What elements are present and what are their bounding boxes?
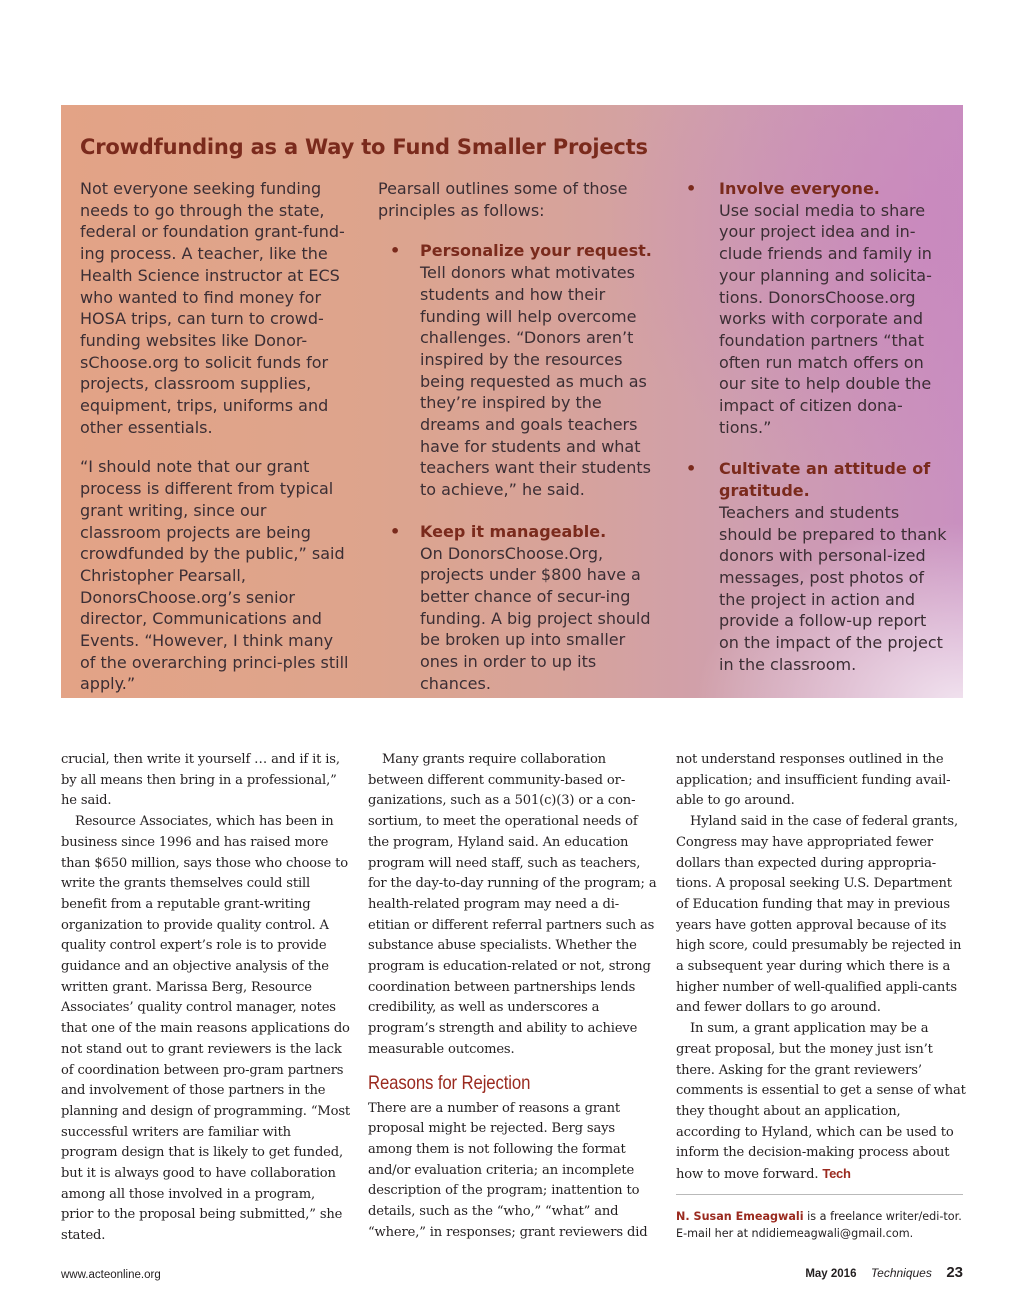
sidebar-intro: Pearsall outlines some of those principles as follows: [378,179,628,220]
end-mark-logo: Tech [822,1166,851,1182]
bullet-personalize [378,240,658,500]
author-bio [676,1208,966,1242]
sidebar-column-2 [378,178,658,694]
closing-paragraph-text: In sum, a grant application may be a great proposal, but the money just isn’t there. Asking for the grant reviewers’ comments is essential to get a sense of what they thought about an application, according to Hyland, which can be used to inform the decision-making process about how to move forward. [676,1021,966,1183]
bullet-gratitude [686,458,951,675]
bullet-heading: Cultivate an attitude of gratitude. [719,459,931,501]
sidebar-column-3 [686,178,951,675]
sidebar-paragraph: Not everyone seeking funding needs to go through the state, federal or foundation grant-fund-ing process. A teacher, like the Health Science instructor at ECS who wanted to find money for HOSA trips, can turn to crowd-funding websites like Donor-sChoose.org to solicit funds for projects, classroom supplies, equipment, trips, uniforms and other essentials. [80,179,345,437]
bullet-text: Use social media to share your project idea and in-clude friends and family in your planning and solicita-tions. DonorsChoose.org works with corporate and foundation partners “that often run match offers on our site to help double the impact of citizen dona-tions.” [719,200,932,437]
body-column-1 [61,750,351,1247]
bullet-heading: Keep it manageable. [420,521,607,541]
bullet-dot-icon: • [390,521,401,541]
body-paragraph: Resource Associates, which has been in business since 1996 and has raised more than $650 million, says those who choose to write the grants themselves could still benefit from a reputable grant-writing organization to provide quality control. A quality control expert’s role is to provide guidance and an objective analysis of the written grant. Marissa Berg, Resource Associates’ quality control manager, notes that one of the main reasons applications do not stand out to grant reviewers is the lack of coordination between pro-gram partners and involvement of those partners in the planning and design of programming. “Most successful writers are familiar with program design that is likely to get funded, but it is always good to have collaboration among all those involved in a program, prior to the proposal being submitted,” she stated. [61,814,351,1244]
subhead-reasons-for-rejection: Reasons for Rejection [368,1071,531,1094]
sidebar-title: Crowdfunding as a Way to Fund Smaller Projects [80,135,648,159]
footer-folio [805,1264,963,1282]
author-name: N. Susan Emeagwali [676,1210,804,1223]
body-paragraph: not understand responses outlined in the application; and insufficient funding avail-able to go around. [676,752,951,809]
bullet-manageable [378,521,658,695]
footer-url: www.acteonline.org [61,1269,161,1281]
bullet-text: Teachers and students should be prepared to thank donors with personal-ized messages, post photos of the project in action and provide a follow-up report on the impact of the project in the classroom. [719,502,947,674]
bullet-involve [686,178,951,438]
sidebar-column-1 [80,178,352,695]
sidebar-paragraph: “I should note that our grant process is different from typical grant writing, since our classroom projects are being crowdfunded by the public,” said Christopher Pearsall, DonorsChoose.org’s senior director, Communications and Events. “However, I think many of the overarching princi-ples still apply.” [80,457,349,694]
footer-magazine: Techniques [870,1266,932,1280]
bullet-dot-icon: • [390,241,401,261]
page-number: 23 [946,1264,963,1281]
body-paragraph: There are a number of reasons a grant proposal might be rejected. Berg says among them is not following the format and/or evaluation criteria; an incomplete description of the program; inattention to details, such as the “who,” “what” and “where,” in responses; grant reviewers did [368,1100,648,1240]
body-column-2 [368,750,658,1243]
bullet-text: Tell donors what motivates students and how their funding will help overcome challenges. “Donors aren’t inspired by the resources being requested as much as they’re inspired by the dreams and goals teachers have for students and what teachers want their students to achieve,” he said. [420,263,651,500]
body-paragraph [676,1019,966,1186]
bullet-heading: Involve everyone. [719,179,880,198]
bullet-heading: Personalize your request. [420,241,652,261]
bullet-dot-icon: • [686,179,697,198]
body-column-3 [676,750,966,1186]
body-paragraph: Many grants require collaboration between different community-based or-ganizations, such as a 501(c)(3) or a con-sortium, to meet the operational needs of the program, Hyland said. An education program will need staff, such as teachers, for the day-to-day running of the program; a health-related program may need a di-etitian or different referral partners such as substance abuse specialists. Whether the program is education-related or not, strong coordination between partnerships lends credibility, as well as underscores a program’s strength and ability to achieve measurable outcomes. [368,752,657,1057]
bullet-dot-icon: • [686,459,697,479]
bio-divider [676,1194,963,1195]
body-paragraph: Hyland said in the case of federal grants, Congress may have appropriated fewer dollars than expected during appropria-tions. A proposal seeking U.S. Department of Education funding that may in previous years have gotten approval because of its high score, could presumably be rejected in a subsequent year during which there is a higher number of well-qualified appli-cants and fewer dollars to go around. [676,814,962,1016]
body-paragraph: crucial, then write it yourself … and if it is, by all means then bring in a professional,” he said. [61,752,340,809]
author-bio-text: is a freelance writer/edi-tor. E-mail her at ndidiemeagwali@gmail.com. [676,1210,962,1240]
bullet-text: On DonorsChoose.Org, projects under $800 have a better chance of secur-ing funding. A big project should be broken up into smaller ones in order to up its chances. [420,543,651,693]
footer-date: May 2016 [805,1268,857,1280]
crowdfunding-sidebar [61,105,963,698]
